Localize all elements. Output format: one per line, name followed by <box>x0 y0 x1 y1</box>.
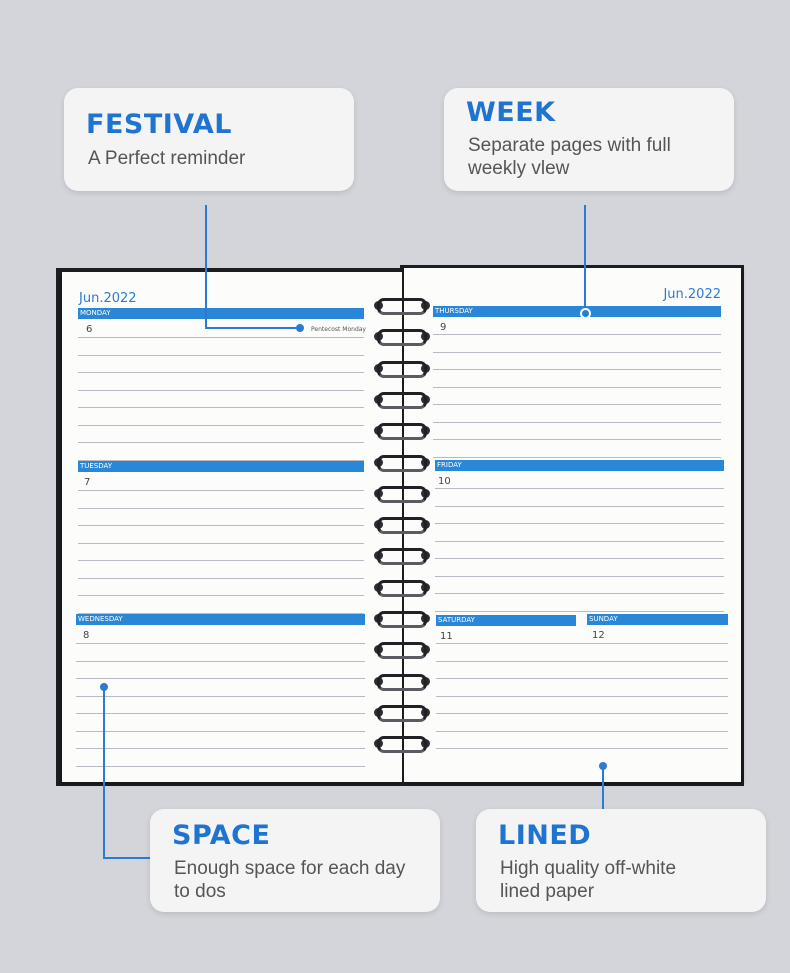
ruled-line <box>78 337 364 338</box>
callout-text: A Perfect reminder <box>88 148 246 169</box>
ruled-line <box>76 678 365 679</box>
ruled-line <box>78 372 364 373</box>
day-header-wednesday: WEDNESDAY <box>76 614 365 625</box>
ruled-line <box>78 355 364 356</box>
day-header-tuesday: TUESDAY <box>78 461 364 472</box>
ruled-line <box>78 490 364 491</box>
ruled-line <box>435 576 724 577</box>
ruled-line <box>433 369 721 370</box>
ruled-line <box>436 678 728 679</box>
date-number: 7 <box>84 477 91 488</box>
ruled-line <box>76 661 365 662</box>
ruled-line <box>78 508 364 509</box>
week-callout <box>444 88 734 191</box>
festival-callout <box>64 88 354 191</box>
ruled-line <box>436 731 728 732</box>
ruled-line <box>436 696 728 697</box>
ruled-line <box>435 611 724 612</box>
ruled-line <box>436 748 728 749</box>
lined-marker-dot <box>599 762 607 770</box>
spiral-coil <box>374 579 430 595</box>
date-number: 8 <box>83 630 90 641</box>
ruled-line <box>76 731 365 732</box>
date-number: 11 <box>440 631 453 642</box>
ruled-line <box>78 525 364 526</box>
spiral-coil <box>374 547 430 563</box>
ruled-line <box>76 748 365 749</box>
callout-title: SPACE <box>172 820 271 851</box>
festival-marker-dot <box>296 324 304 332</box>
ruled-line <box>78 407 364 408</box>
space-guide-line <box>103 857 151 859</box>
ruled-line <box>436 713 728 714</box>
ruled-line <box>78 560 364 561</box>
month-label: Jun.2022 <box>663 287 721 302</box>
ruled-line <box>436 643 728 644</box>
spiral-coil <box>374 610 430 626</box>
space-guide-line <box>103 688 105 858</box>
right-planner-page <box>404 268 741 782</box>
lined-callout <box>476 809 766 912</box>
spiral-coil <box>374 516 430 532</box>
festival-guide-line <box>205 205 207 329</box>
ruled-line <box>78 578 364 579</box>
week-marker-dot <box>580 308 591 319</box>
day-header-sunday: SUNDAY <box>587 614 728 625</box>
callout-text: Enough space for each day to dos <box>174 858 406 902</box>
ruled-line <box>435 541 724 542</box>
ruled-line <box>78 595 364 596</box>
day-header-monday: MONDAY <box>78 308 364 319</box>
ruled-line <box>76 643 365 644</box>
callout-title: WEEK <box>466 97 556 128</box>
spiral-coil <box>374 641 430 657</box>
ruled-line <box>78 390 364 391</box>
ruled-line <box>433 422 721 423</box>
ruled-line <box>433 334 721 335</box>
date-number: 10 <box>438 476 451 487</box>
ruled-line <box>76 713 365 714</box>
callout-text: Separate pages with full weekly vlew <box>468 135 671 179</box>
date-number: 9 <box>440 322 447 333</box>
ruled-line <box>78 613 364 614</box>
spiral-coil <box>374 735 430 751</box>
ruled-line <box>433 404 721 405</box>
ruled-line <box>433 352 721 353</box>
ruled-line <box>435 506 724 507</box>
ruled-line <box>435 523 724 524</box>
ruled-line <box>435 593 724 594</box>
ruled-line <box>78 442 364 443</box>
date-number: 6 <box>86 324 93 335</box>
ruled-line <box>76 766 365 767</box>
day-header-thursday: THURSDAY <box>433 306 721 317</box>
spiral-coil <box>374 485 430 501</box>
ruled-line <box>435 558 724 559</box>
spiral-coil <box>374 422 430 438</box>
spiral-coil <box>374 297 430 313</box>
callout-text: High quality off-white lined paper <box>500 858 677 902</box>
spiral-coil <box>374 360 430 376</box>
ruled-line <box>436 661 728 662</box>
spiral-coil <box>374 454 430 470</box>
holiday-note: Pentecost Monday <box>311 326 366 333</box>
spiral-coil <box>374 673 430 689</box>
date-number: 12 <box>592 630 605 641</box>
spiral-coil <box>374 391 430 407</box>
left-planner-page <box>62 272 402 782</box>
spiral-coil <box>374 704 430 720</box>
ruled-line <box>78 425 364 426</box>
ruled-line <box>76 696 365 697</box>
callout-title: FESTIVAL <box>86 109 232 140</box>
ruled-line <box>433 457 721 458</box>
spiral-coil <box>374 328 430 344</box>
ruled-line <box>433 387 721 388</box>
month-label: Jun.2022 <box>79 291 137 306</box>
ruled-line <box>435 488 724 489</box>
day-header-friday: FRIDAY <box>435 460 724 471</box>
week-guide-line <box>584 205 586 309</box>
space-marker-dot <box>100 683 108 691</box>
callout-title: LINED <box>498 820 592 851</box>
ruled-line <box>78 460 364 461</box>
lined-guide-line <box>602 768 604 810</box>
festival-guide-line <box>205 327 299 329</box>
day-header-saturday: SATURDAY <box>436 615 576 626</box>
space-callout <box>150 809 440 912</box>
ruled-line <box>433 439 721 440</box>
ruled-line <box>78 543 364 544</box>
